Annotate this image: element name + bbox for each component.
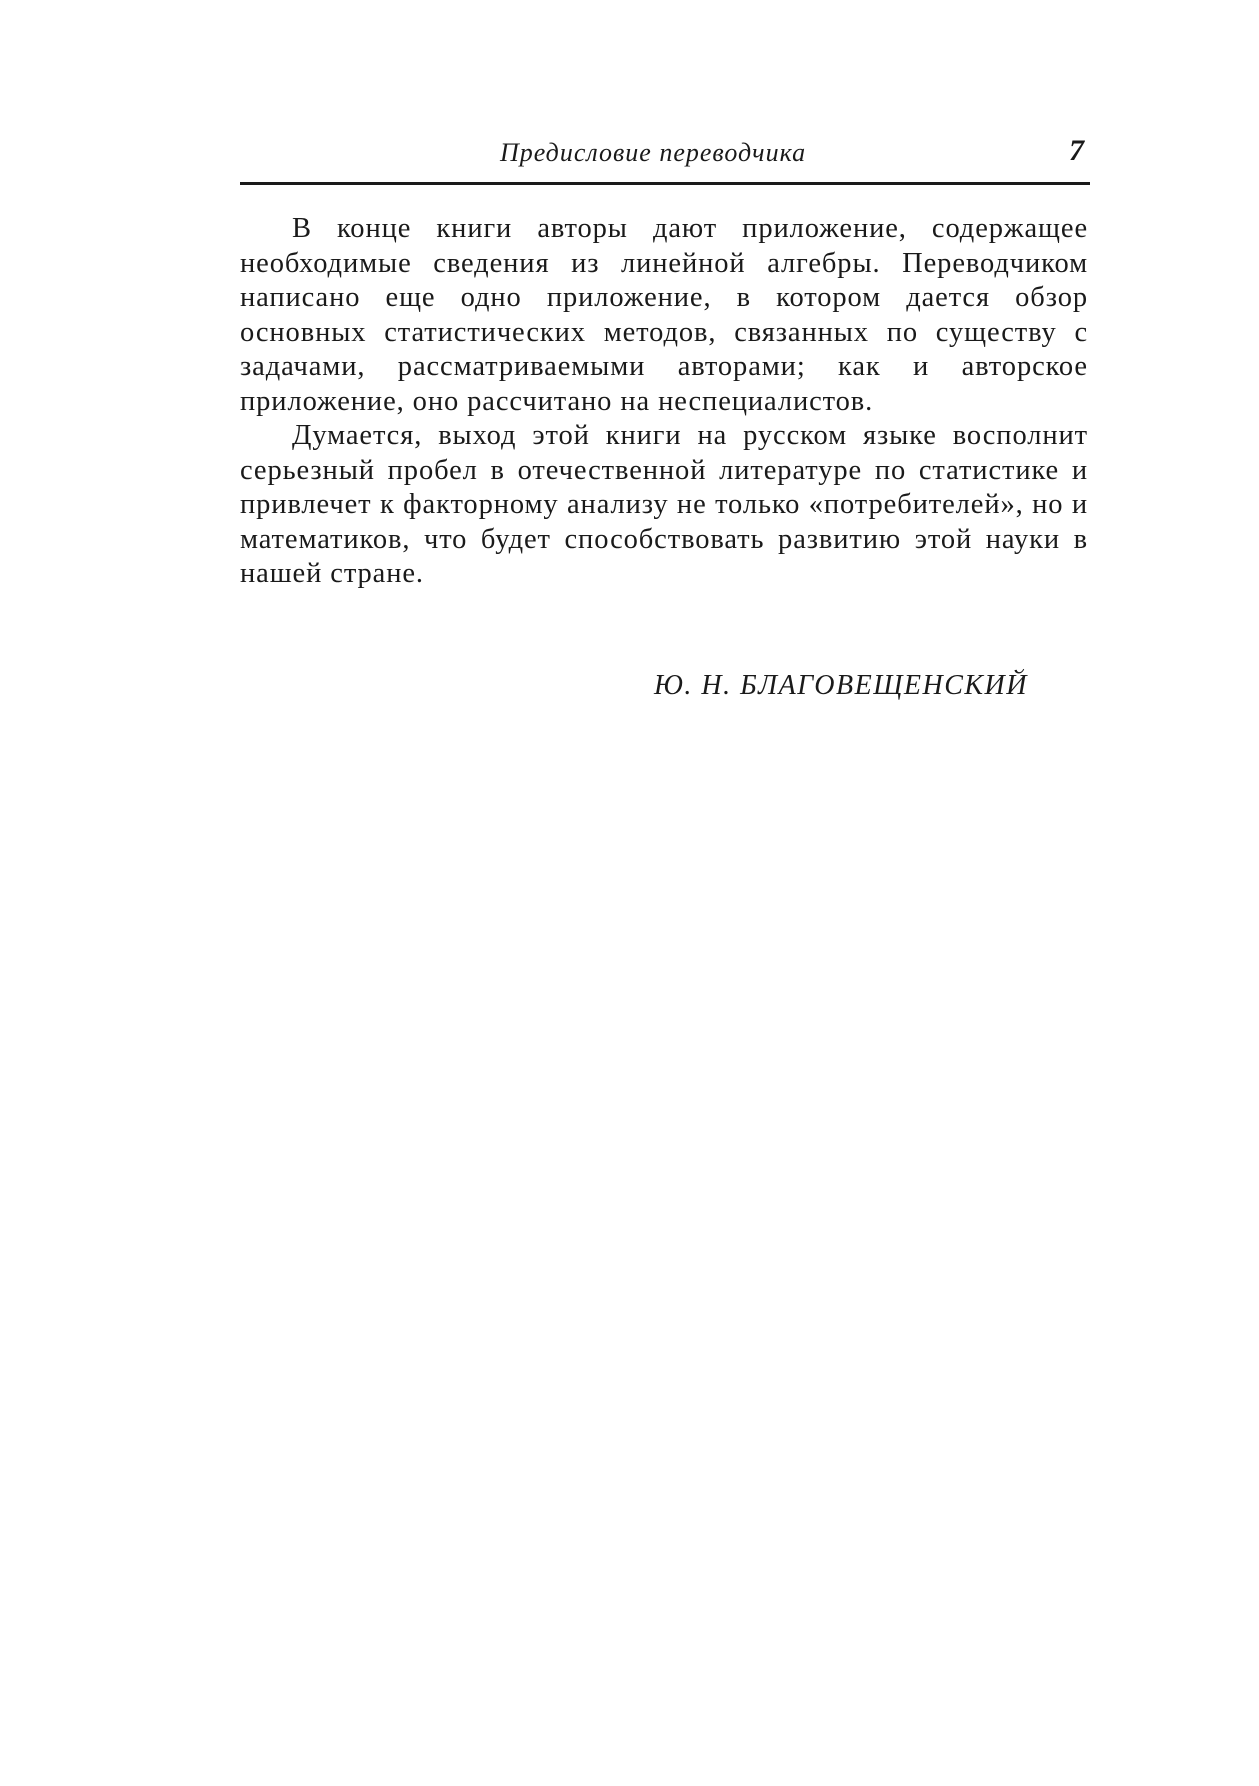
paragraph-appendix: В конце книги авторы дают приложение, содержащее необходимые сведения из линейной алгебры. Переводчиком написано еще одно приложение, в котором дается обзор основных статистических методов, связанных по существу с задачами, рассматриваемыми авторами; как и авторское приложение, оно рассчитано на неспециалистов.: [240, 213, 1088, 417]
header-rule: [240, 182, 1090, 185]
translator-signature: Ю. Н. БЛАГОВЕЩЕНСКИЙ: [654, 670, 1028, 701]
body-text: [240, 212, 1088, 592]
paragraph-conclusion: Думается, выход этой книги на русском языке восполнит серьезный пробел в отечественной литературе по статистике и привлечет к факторному анализу не только «потребителей», но и математиков, что будет способствовать развитию этой науки в нашей стране.: [240, 420, 1088, 589]
running-title: Предисловие переводчика: [500, 138, 807, 167]
page-number: 7: [1069, 134, 1084, 167]
running-head: [240, 134, 1090, 178]
